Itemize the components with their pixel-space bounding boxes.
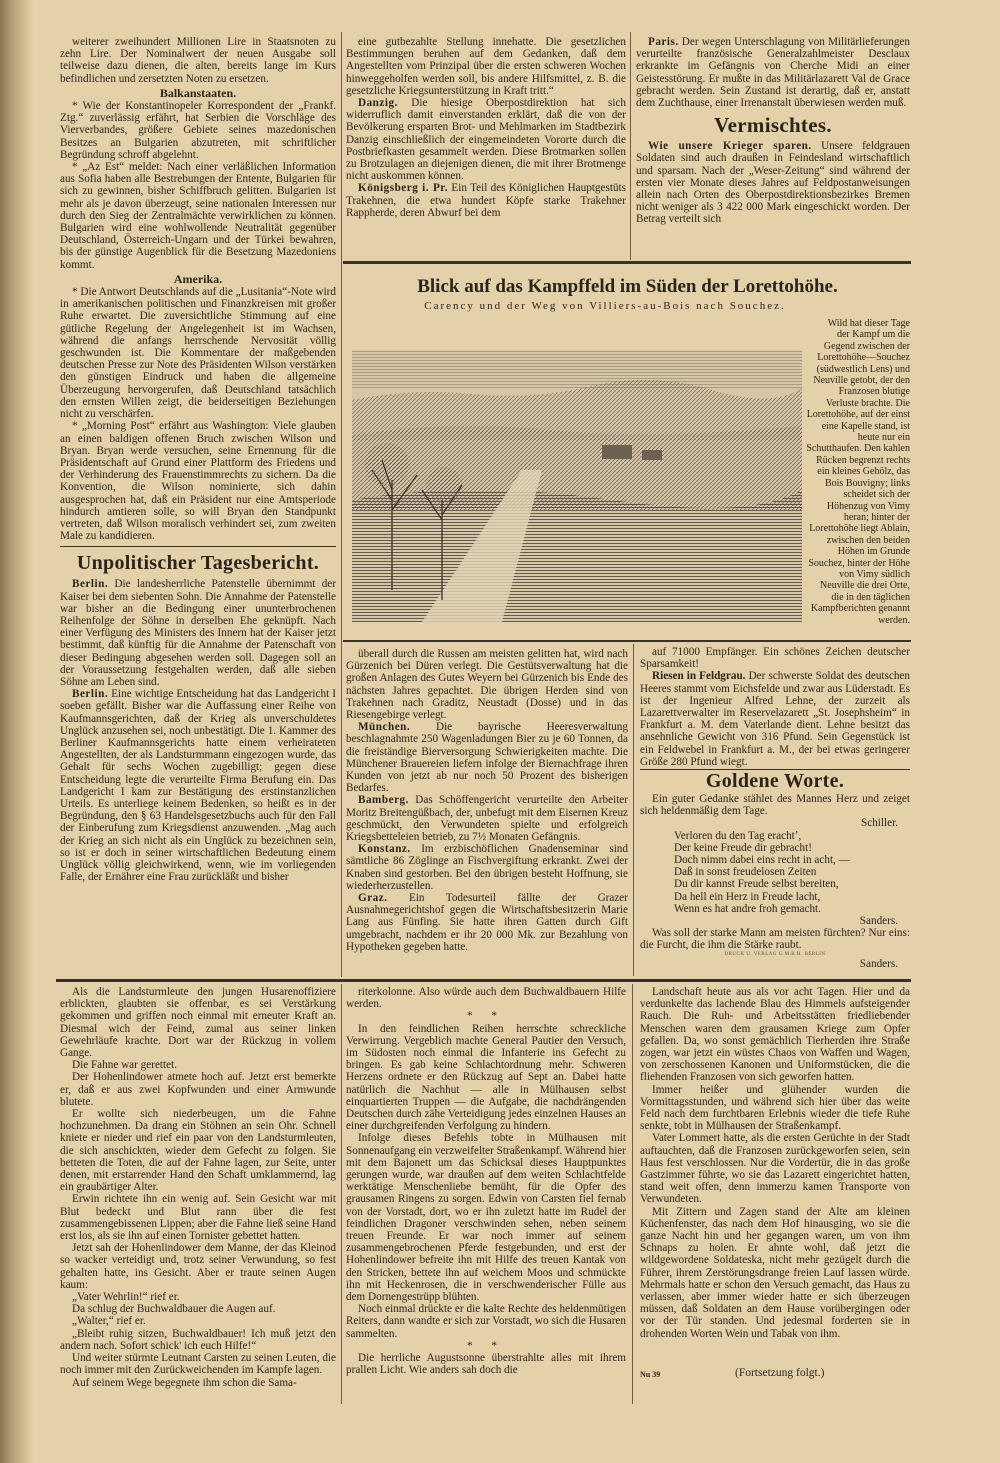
dateline: München. xyxy=(358,721,411,734)
poem-line: Da hell ein Herz in Freude lacht, xyxy=(674,890,821,903)
article-text xyxy=(60,578,336,688)
article-text xyxy=(640,670,910,768)
dateline: Berlin. xyxy=(72,688,109,701)
dateline: Berlin. xyxy=(72,578,109,591)
article-body: Unsere feldgrauen Soldaten sind auch draußen in Feindesland wirtschaftlich und sparsam. Nach der „Weser-Zeitung“ sind während der ersten vier Monate dieses Jahres auf Feldpostanweisungen allein nach Orten des Oberpostdirektionsbezirkes Bremen nicht weniger als 3 422 000 Mark eingeschickt worden. Der Betrag verteilt sich xyxy=(636,140,910,226)
dateline: Bamberg. xyxy=(358,794,409,807)
dateline: Graz. xyxy=(358,892,388,905)
article-body: Ein Todesurteil fällte der Grazer Ausnahmegerichtshof gegen die Wirtschaftsbesitzerin Marie Lang aus Fünfing. Sie hatte ihren Gatten durch Gift umgebracht, nachdem er ihr 20 000 Mk. zur Bezahlung von Hypotheken gegeben hatte. xyxy=(346,892,628,953)
article-body: Im erzbischöflichen Gnadenseminar sind sämtliche 86 Zöglinge an Fischvergiftung erkrankt. Zwei der Knaben sind gestorben. Bei den übrigen besteht Hoffnung, sie wiederherzustellen. xyxy=(346,843,628,892)
column-3-middle xyxy=(640,646,910,978)
story-paragraph: Landschaft heute aus als vor acht Tagen. Hier und da verdunkelte das lachende Blau des Himmels aufsteigender Rauch. Die Ruh- und Arbeitsstätten friedliebender Menschen waren dem grausamen Kriege zum Opfer gefallen. Da, wo sonst gemächlich Tierherden ihre Straße zogen, war jetzt ein wüstes Chaos von Waffen und Wagen, von zerschossenen Kanonen und Uniformstücken, die die fliehenden Franzosen von sich geworfen hatten. xyxy=(640,986,910,1084)
dateline: Riesen in Feldgrau. xyxy=(652,670,746,683)
section-rule xyxy=(343,640,911,642)
article-text: * Wie der Konstantinopeler Korrespondent der „Frankf. Ztg.“ zuverlässig erfährt, hat Serbien die Vorschläge des Vierverbandes, größere Gebiete seines mazedonischen Besitzes an Bulgarien abzutreten, mit schriftlicher Begründung schroff abgelehnt. xyxy=(60,100,336,161)
article-text xyxy=(346,97,626,182)
story-paragraph: Die Fahne war gerettet. xyxy=(72,1059,177,1072)
article-body: Die bayrische Heeresverwaltung beschlagnahmte 250 Wagenladungen Bier zu je 60 Tonnen, da die freiständige Bierversorgung Schwierigkeiten machte. Die Münchener Brauereien liefern infolge der Biernachfrage ihren Kunden von jetzt ab nur noch 50 Prozent des bisherigen Bedarfes. xyxy=(346,721,628,795)
battlefield-engraving xyxy=(352,350,802,622)
column-1-top xyxy=(60,36,336,976)
column-2-bottom xyxy=(346,986,626,1406)
article-text xyxy=(636,140,910,225)
dateline: Königsberg i. Pr. xyxy=(358,182,449,195)
story-paragraph: Als die Landsturmleute den jungen Husarenoffiziere erblickten, glaubten sie offenbar, es sei Verstärkung gekommen und griffen noch einmal mit erneuter Kraft an. Diesmal wich der Feind, zumal aus seiner linken Gewehrläufe krachte. Dort war der Rückzug in vollem Gange. xyxy=(60,986,336,1060)
issue-number: Nu 39 xyxy=(640,1370,661,1379)
article-text xyxy=(346,843,628,892)
article-body: Eine wichtige Entscheidung hat das Landgericht I soeben gefällt. Bisher war die Auffassung einer Reihe von Kaufmannsgerichten, daß der Krieg als unverschuldetes Unglück anzusehen sei, noch unbestätigt. Die 1. Kammer des Berliner Kaufmannsgerichts hatte einem verheirateten Angestellten, der als Landsturmmann eingezogen wurde, das Gehalt für sechs Wochen zugebilligt; gegen diese Entscheidung legte die verurteilte Firma Berufung ein. Das Landgericht I kam zur Bestätigung des erstinstanzlichen Urteils. Es unterliege keinem Bedenken, so heißt es in der Begründung, den § 63 Handelsgesetzbuchs auch für den Fall der Einberufung zum Kriegsdienst anzuwenden. „Mag auch der Krieg an sich nicht als ein Unglück zu bezeichnen sein, so ist er doch in seiner wirtschaftlichen Bedeutung einem Unglück völlig gleichwirkend, wenn, wie im vorliegenden Falle, der Ernährer eine Frau zurückläßt und bisher xyxy=(60,688,336,884)
story-paragraph: Noch einmal drückte er die kalte Rechte des heldenmütigen Reiters, dann wandte er sich zur Vorstadt, wo sich die Husaren sammelten. xyxy=(346,1303,626,1340)
article-text xyxy=(636,36,910,109)
article-text xyxy=(346,182,626,219)
quote-text: Ein guter Gedanke stählet des Mannes Herz und zeiget sich heldenmäßig dem Tage. xyxy=(640,793,910,818)
caption-text: Wild hat dieser Tage der Kampf um die Gegend zwischen der Lorettohöhe—Souchez (südwestlich Lens) und Neuville getobt, der den Franzosen blutige Verluste brachte. Die Lorettohöhe, auf der einst eine Kapelle stand, ist heute nur ein Schutthaufen. Den kahlen Rücken begrenzt rechts ein kleines Gehölz, das Bois Bouvigny; links scheidet sich der Höhenzug von Vimy heran; hinter der Lorettohöhe liegt Ablain, zwischen den beiden Höhen im Grunde Souchez, hinter der Höhe von Vimy südlich Neuville die drei Orte, die in den täglichen Kampfberichten genannt werden. xyxy=(806,318,910,626)
picture-title: Blick auf das Kampffeld im Süden der Lorettohöhe. xyxy=(417,276,838,297)
story-paragraph: Jetzt sah der Hohenlindower dem Manne, der das Kleinod so wacker verteidigt und, trotz seiner Verwundung, so fest gehalten hatte, ins Gesicht. Aber er traute seinen Augen kaum: xyxy=(60,1242,336,1291)
article-text xyxy=(346,721,628,794)
story-paragraph: „Bleibt ruhig sitzen, Buchwaldbauer! Ich muß jetzt den andern nach. Sofort schick' ich euch Hilfe!“ xyxy=(60,1327,336,1352)
poem-author: Sanders. xyxy=(859,915,898,928)
article-text: eine gutbezahlte Stellung innehatte. Die gesetzlichen Bestimmungen beruhen auf dem Gedanken, daß dem Angestellten vom Prinzipal über die ersten schweren Wochen hinweggeholfen werden soll, bis andere Hilfsmittel, z. B. die gesetzliche Kriegsunterstützung in Kraft tritt.“ xyxy=(346,36,626,97)
story-paragraph: Immer heißer und glühender wurden die Vormittagsstunden, und während sich hier über das weite Feld nach dem furchtbaren Erlebnis wieder die tiefe Ruhe senkte, tobt in Mülhausen der Straßenkampf. xyxy=(640,1083,910,1133)
section-heading-balkan: Balkanstaaten. xyxy=(159,85,237,100)
article-text xyxy=(346,794,628,843)
column-2-top xyxy=(346,36,626,258)
story-paragraph: „Vater Wehrlin!“ rief er. xyxy=(72,1291,180,1304)
article-body: Ein Teil des Königlichen Hauptgestüts Trakehnen, die etwa hundert Köpfe starke Trakehner Rappherde, deren Abwurf bei dem xyxy=(346,182,626,219)
dateline: Konstanz. xyxy=(358,843,411,856)
poem-line: Der keine Freude dir gebracht! xyxy=(674,841,812,854)
article-body: Der wegen Unterschlagung von Militärlieferungen verurteilte französische Generalzahlmeister Desclaux erkrankte im Gefängnis von Cherche Midi an einer Geistesstörung. Er mußte in das Militärlazarett Val de Grace gebracht werden. Sein Zustand ist derartig, daß er, anstatt dem Zuchthause, einer Irrenanstalt überwiesen werden muß. xyxy=(636,36,910,110)
section-divider xyxy=(60,546,336,547)
column-rule xyxy=(630,32,631,260)
section-rule xyxy=(56,979,911,982)
section-heading-vermischtes: Vermischtes. xyxy=(714,113,832,138)
section-break: * * xyxy=(467,1010,505,1023)
picture-side-text xyxy=(806,318,910,630)
article-text xyxy=(60,688,336,883)
dateline: Paris. xyxy=(648,36,679,48)
article-text: auf 71000 Empfänger. Ein schönes Zeichen deutscher Sparsamkeit! xyxy=(640,646,910,671)
story-paragraph: Er wollte sich niederbeugen, um die Fahne hochzunehmen. Da drang ein Stöhnen an sein Ohr. Schnell kniete er nieder und rief ein paar von den Landsturmleuten, die sich anschickten, wieder dem Gefecht zu folgen. Sie betteten die Toten, die auf der Fahne lagen, zur Seite, unter denen, mit erstarrender Hand den Schaft umklammernd, lag ein graubärtiger Alter. xyxy=(60,1108,336,1194)
article-text: überall durch die Russen am meisten gelitten hat, wird nach Gürzenich bei Düren verlegt. Die Gestütsverwaltung hat die großen Anlagen des Gutes Weyern bei Gürzenich bis Ende des nächsten Jahres gepachtet. Die übrigen Herden sind von Trakehnen nach Graditz, Neustadt (Dosse) und in das Riesengebirge verlegt. xyxy=(346,648,628,722)
poem-line: Daß in sonst freudelosen Zeiten xyxy=(674,866,817,879)
story-paragraph: Da schlug der Buchwaldbauer die Augen auf. xyxy=(72,1303,276,1316)
article-text: * Die Antwort Deutschlands auf die „Lusitania“-Note wird in amerikanischen politischen und Finanzkreisen mit großer Ruhe erwartet. Die zuversichtliche Stimmung auf eine gütliche Regelung der Angelegenheit ist im Wachsen, während die anfangs herrschende Nervosität völlig geschwunden ist. Die Kommentare der maßgebenden deutschen Presse zur Note des Präsidenten Wilson verstärken den günstigen Eindruck und haben die allgemeine Überzeugung hervorgerufen, daß Deutschland tatsächlich den ernsten Willen zeigt, die beiderseitigen Beziehungen nicht zu verschärfen. xyxy=(60,286,336,421)
story-paragraph: Vater Lommert hatte, als die ersten Gerüchte in der Stadt auftauchten, daß die Franzosen zurückgeworfen seien, sein Haus fest verschlossen. Nur die Vordertür, die in das große Gastzimmer führte, wo sie das Lazarett eingerichtet hatten, stand weit offen, denn immerzu kamen Transporte von Verwundeten. xyxy=(640,1132,910,1206)
article-body: Die landesherrliche Patenstelle übernimmt der Kaiser bei dem siebenten Sohn. Die Annahme der Patenstelle war bisher an die Bedingung einer ununterbrochenen Reihenfolge der Söhne in derselben Ehe geknüpft. Nach einer Verfügung des Ministers des Innern hat der Kaiser jetzt bestimmt, daß künftig für die Annahme der Patenschaft von dieser Bedingung abgesehen werden soll. Dagegen soll an der Voraussetzung festgehalten werden, daß alle sieben Söhne am Leben sind. xyxy=(60,578,336,688)
column-3-bottom xyxy=(640,986,910,1366)
article-text xyxy=(346,892,628,953)
dateline: Danzig. xyxy=(358,97,398,110)
column-rule xyxy=(632,984,633,1404)
article-body: Die hiesige Oberpostdirektion hat sich widerruflich damit einverstanden erklärt, daß die von der Bevölkerung ersparten Brot- und Mehlmarken im Stadtbezirk Danzig einschließlich der eingemeindeten Vororte durch die Postbriefkasten gesammelt werden. Diese Brotmarken sollen zu Brotzulagen an diejenigen dienen, die mit ihrer Brotmenge nicht auskommen können. xyxy=(346,97,626,183)
column-1-bottom xyxy=(60,986,336,1406)
poem-line: Doch nimm dabei eins recht in acht, — xyxy=(674,854,850,867)
continued-note: (Fortsetzung folgt.) xyxy=(735,1367,825,1379)
section-heading-tagesbericht: Unpolitischer Tagesbericht. xyxy=(76,552,320,575)
section-rule xyxy=(343,261,911,264)
column-2-middle xyxy=(346,648,628,976)
article-text: * „Morning Post“ erfährt aus Washington: Viele glauben an einen baldigen offenen Bruch zwischen Wilson und Bryan. Bryan werde versuchen, seine Ernennung für die Präsidentschaft auf Grund einer Plattform des Friedens und der Verhinderung des Frauenstimmrechts zu sichern. Da die Konvention, die Wilson nominierte, sich dahin ausgesprochen hat, daß ein Präsident nur eine Amtsperiode hindurch amtieren solle, so will Bryan den Standpunkt vertreten, daß Wilson moralisch verhindert sei, zum zweiten Male zu kandidieren. xyxy=(60,420,336,543)
story-paragraph: Mit Zittern und Zagen stand der Alte am kleinen Küchenfenster, das nach dem Hof hinausging, wo sie die ganze Nacht hin und her gegangen waren, um von ihm Schnaps zu holen. Er ahnte wohl, daß jetzt die wildgewordene Soldateska, nicht mehr gezügelt durch die Führer, ihrem Zerstörungsdrange freien Lauf lassen würde. Mehrmals hatte er schon den Versuch gemacht, das Haus zu verlassen, aber immer wieder hatte er sich überzeugen müssen, daß Soldaten an dem Hause vorübergingen oder vor der Tür standen. Und jedesmal forderten sie in drohenden Worten Wein und Tabak von ihm. xyxy=(640,1205,910,1340)
story-paragraph: Und weiter stürmte Leutnant Carsten zu seinen Leuten, die noch immer mit den Zurückweichenden im Kampfe lagen. xyxy=(60,1352,336,1377)
story-paragraph: Auf seinem Wege begegnete ihm schon die Sama- xyxy=(72,1376,297,1389)
article-body: Der schwerste Soldat des deutschen Heeres stammt vom Eichsfelde und zwar aus Lüderstadt. Es ist der Ingenieur Alfred Lehne, der zurzeit als Lazarettverwalter im Reservelazarett „St. Josephsheim“ in Frankfurt a. M. dem Vaterlande dient. Lehne besitzt das ansehnliche Gewicht von 316 Pfund. Sein Gegenstück ist ein Feldwebel in Frankfurt a. M., der bei etwas geringerer Größe 280 Pfund wiegt. xyxy=(640,670,910,768)
section-heading-amerika: Amerika. xyxy=(173,271,223,286)
article-text: * „Az Est“ meldet: Nach einer verläßlichen Information aus Sofia haben alle Bestrebungen der Entente, Bulgarien für sich zu gewinnen, bisher Schiffbruch gelitten. Bulgarien ist mehr als je davon überzeugt, seine nationalen Interessen nur durch den Sieg der Zentralmächte verwirklichen zu können. Bulgarien wird eine wohlwollende Neutralität gegenüber Deutschland, Österreich-Ungarn und der Türkei bewahren, bis der günstige Augenblick für die Besetzung Mazedoniens kommt. xyxy=(60,161,336,271)
story-paragraph: Erwin richtete ihn ein wenig auf. Sein Gesicht war mit Blut bedeckt und Blut rann über die fest zusammengebissenen Lippen; aber die Fahne ließ seine Hand erst los, als sie ihn auf einen Tornister gebettet hatten. xyxy=(60,1193,336,1243)
quote-text: Was soll der starke Mann am meisten fürchten? Nur eins: die Furcht, die ihm die Stärke raubt. xyxy=(640,927,910,952)
article-body: Das Schöffengericht verurteilte den Arbeiter Moritz Breitengüßbach, der, unbefugt mit dem Eisernen Kreuz geschmückt, den Verwundeten spielte und erfolgreich Kriegsbetteleien betrieb, zu 7½ Monaten Gefängnis. xyxy=(346,794,628,844)
picture-subtitle: Carency und der Weg von Villiers-au-Bois nach Souchez. xyxy=(424,300,786,312)
story-paragraph: In den feindlichen Reihen herrschte schreckliche Verwirrung. Vergeblich machte General Pautier den Versuch, im Südosten noch einmal die Infanterie ins Gefecht zu bringen. Es gab keine Schlachtordnung mehr. Schweren Herzens ordnete er den Rückzug auf Sept an. Dabei hatte natürlich die Nachhut — alle in Mülhausen selbst einquartierten Truppen — die Aufgabe, die nachdrängenden Deutschen durch zähe Verteidigung jedes einzelnen Hauses an einer durchgreifenden Verfolgung zu hindern. xyxy=(346,1022,626,1133)
story-paragraph: riterkolonne. Also würde auch dem Buchwaldbauern Hilfe werden. xyxy=(346,986,626,1011)
poem-line: Wenn es hat andre froh gemacht. xyxy=(674,902,821,915)
story-paragraph: Infolge dieses Befehls tobte in Mülhausen mit Sonnenaufgang ein verzweifelter Straßenkampf. Während hier mit dem Bajonett um das Schicksal dieses Hauptpunktes gerungen wurde, war draußen auf dem weiten Schlachtfelde werktätige Menschenliebe bemüht, für die Opfer des grausamen Ringens zu sorgen. Edwin von Carsten fiel fernab von der Vorstadt, dort, wo er ihn zuletzt hatte im Rudel der feindlichen Dragoner verschwinden sehen, neben seinem treuen Freunde. Er war noch immer auf seinem zusammengebrochenen Pferde festgebunden, und erst der Hohenlindower befreite ihn mit Hilfe des treuen Kantak von den Stricken, bettete ihn auf weichem Moos und schmückte ihn mit Heckenrosen, die in verschwenderischer Fülle aus dem Dornengestrüpp blühten. xyxy=(346,1132,626,1304)
poem-line: Verloren du den Tag erachtʼ, xyxy=(674,829,802,842)
column-rule xyxy=(633,644,634,976)
article-text: weiterer zweihundert Millionen Lire in Staatsnoten zu zehn Lire. Der Nominalwert der neuen Ausgabe soll teilweise dazu dienen, die alten, bereits lange im Kurs befindlichen und zersetzten Noten zu ersetzen. xyxy=(60,36,336,85)
section-heading-goldene-worte: Goldene Worte. xyxy=(705,770,845,793)
column-rule xyxy=(341,32,342,977)
column-3-top xyxy=(636,36,910,258)
column-rule xyxy=(341,984,342,1404)
quote-author: Schiller. xyxy=(861,817,898,830)
poem-line: Du dir kannst Freude selbst bereiten, xyxy=(674,878,839,891)
story-paragraph: „Walter,“ rief er. xyxy=(72,1315,146,1328)
story-paragraph: Die herrliche Augustsonne überstrahlte alles mit ihrem prallen Licht. Wie anders sah doch die xyxy=(346,1352,626,1377)
dateline: Wie unsere Krieger sparen. xyxy=(648,140,812,153)
page-binding-edge xyxy=(0,0,34,1463)
printer-imprint: DRUCK U. VERLAG G.M.B.H. BERLIN xyxy=(724,951,826,957)
quote-author: Sanders. xyxy=(859,957,898,970)
story-paragraph: Der Hohenlindower atmete hoch auf. Jetzt erst bemerkte er, daß er aus zwei Kopfwunden und einer Armwunde blutete. xyxy=(60,1071,336,1108)
section-break: * * xyxy=(467,1339,505,1352)
